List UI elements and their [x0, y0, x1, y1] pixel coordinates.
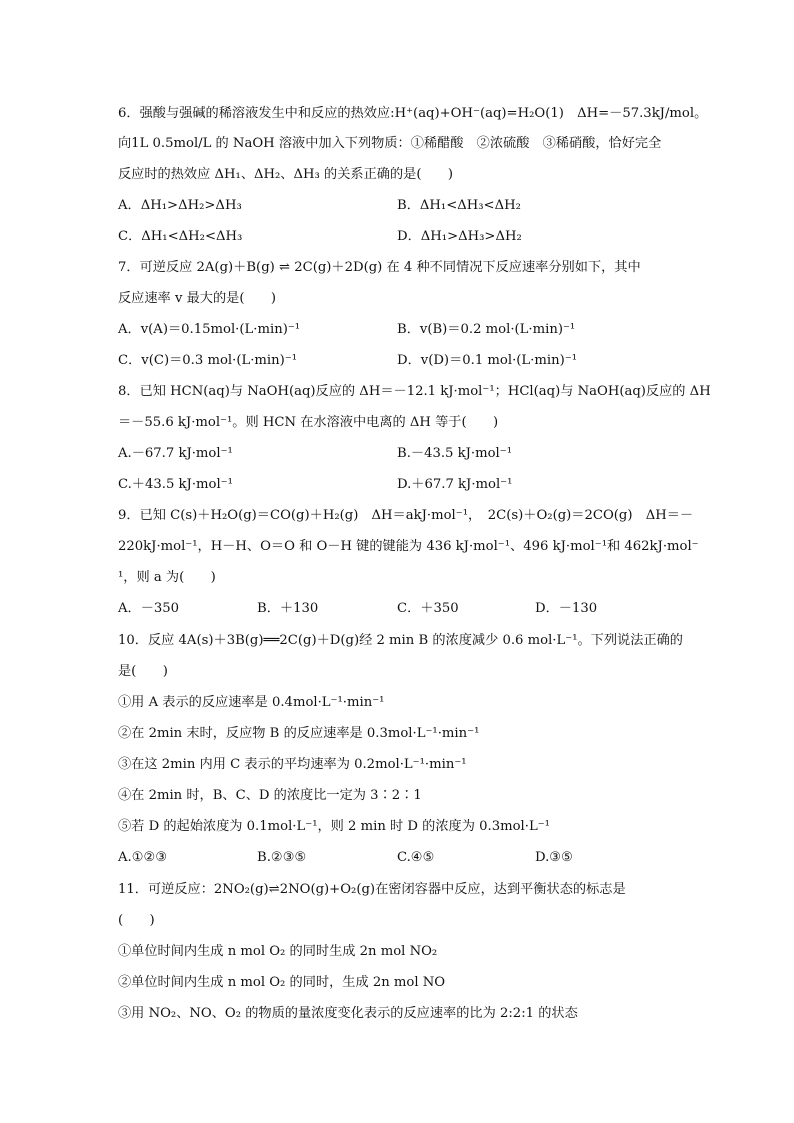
q8-option-d: D.＋67.7 kJ·mol⁻¹	[397, 477, 513, 492]
q6-option-d: D．ΔH₁>ΔH₃>ΔH₂	[397, 229, 522, 244]
q9-stem-line-1: 9．已知 C(s)＋H₂O(g)＝CO(g)＋H₂(g) ΔH＝akJ·mol⁻¹， 2C(s)＋O₂(g)＝2CO(g) ΔH＝－	[118, 508, 694, 523]
q11-stem-line-2: ( )	[118, 913, 155, 928]
q7-stem-line-2: 反应速率 v 最大的是( )	[118, 291, 276, 306]
q11-statement-1: ①单位时间内生成 n mol O₂ 的同时生成 2n mol NO₂	[118, 944, 438, 959]
q9-stem-line-2: 220kJ·mol⁻¹，H－H、O＝O 和 O－H 键的键能为 436 kJ·mol⁻¹、496 kJ·mol⁻¹和 462kJ·mol⁻	[118, 539, 699, 554]
q6-stem-line-2: 向1L 0.5mol/L 的 NaOH 溶液中加入下列物质：①稀醋酸 ②浓硫酸 ③稀硝酸，恰好完全	[118, 136, 662, 151]
q10-statement-2: ②在 2min 末时，反应物 B 的反应速率是 0.3mol·L⁻¹·min⁻¹	[118, 726, 480, 741]
q10-stem-line-1: 10．反应 4A(s)＋3B(g)══2C(g)＋D(g)经 2 min B 的浓度减少 0.6 mol·L⁻¹。下列说法正确的	[118, 633, 683, 648]
q6-stem-line-1: 6．强酸与强碱的稀溶液发生中和反应的热效应:H⁺(aq)+OH⁻(aq)=H₂O(1) ΔH=－57.3kJ/mol。	[118, 106, 708, 121]
q10-statement-3: ③在这 2min 内用 C 表示的平均速率为 0.2mol·L⁻¹·min⁻¹	[118, 757, 467, 772]
q6-option-b: B．ΔH₁<ΔH₃<ΔH₂	[397, 198, 521, 213]
q10-option-d: D.③⑤	[535, 850, 573, 865]
q11-statement-3: ③用 NO₂、NO、O₂ 的物质的量浓度变化表示的反应速率的比为 2:2:1 的状态	[118, 1006, 578, 1021]
q7-option-c: C．v(C)＝0.3 mol·(L·min)⁻¹	[118, 353, 298, 368]
q10-stem-line-2: 是( )	[118, 664, 168, 679]
q9-option-c: C．＋350	[397, 601, 459, 616]
q7-option-d: D．v(D)＝0.1 mol·(L·min)⁻¹	[397, 353, 577, 368]
q8-option-a: A.－67.7 kJ·mol⁻¹	[118, 446, 233, 461]
q10-statement-5: ⑤若 D 的起始浓度为 0.1mol·L⁻¹，则 2 min 时 D 的浓度为 0.3mol·L⁻¹	[118, 819, 550, 834]
q7-stem-line-1: 7．可逆反应 2A(g)＋B(g) ⇌ 2C(g)＋2D(g) 在 4 种不同情况下反应速率分别如下，其中	[118, 260, 641, 275]
q9-option-b: B．＋130	[257, 601, 319, 616]
q7-option-a: A．v(A)＝0.15mol·(L·min)⁻¹	[118, 322, 301, 337]
q9-stem-line-3: ¹，则 a 为( )	[118, 570, 216, 585]
q10-option-a: A.①②③	[118, 850, 168, 865]
q9-option-d: D．－130	[535, 601, 598, 616]
q8-option-b: B.－43.5 kJ·mol⁻¹	[397, 446, 513, 461]
q11-stem-line-1: 11．可逆反应：2NO₂(g)⇌2NO(g)+O₂(g)在密闭容器中反应，达到平衡状态的标志是	[118, 882, 626, 897]
q6-option-c: C．ΔH₁<ΔH₂<ΔH₃	[118, 229, 243, 244]
q10-option-b: B.②③⑤	[257, 850, 307, 865]
q6-stem-line-3: 反应时的热效应 ΔH₁、ΔH₂、ΔH₃ 的关系正确的是( )	[118, 167, 453, 182]
q10-statement-1: ①用 A 表示的反应速率是 0.4mol·L⁻¹·min⁻¹	[118, 695, 385, 710]
q7-option-b: B．v(B)＝0.2 mol·(L·min)⁻¹	[397, 322, 576, 337]
q10-statement-4: ④在 2min 时，B、C、D 的浓度比一定为 3∶2∶1	[118, 788, 422, 803]
q6-option-a: A．ΔH₁>ΔH₂>ΔH₃	[118, 198, 242, 213]
q8-stem-line-1: 8．已知 HCN(aq)与 NaOH(aq)反应的 ΔH＝－12.1 kJ·mol⁻¹；HCl(aq)与 NaOH(aq)反应的 ΔH	[118, 384, 711, 399]
q8-stem-line-2: ＝－55.6 kJ·mol⁻¹。则 HCN 在水溶液中电离的 ΔH 等于( )	[118, 415, 499, 430]
q9-option-a: A．－350	[118, 601, 180, 616]
q8-option-c: C.＋43.5 kJ·mol⁻¹	[118, 477, 233, 492]
q11-statement-2: ②单位时间内生成 n mol O₂ 的同时，生成 2n mol NO	[118, 975, 446, 990]
q10-option-c: C.④⑤	[397, 850, 435, 865]
